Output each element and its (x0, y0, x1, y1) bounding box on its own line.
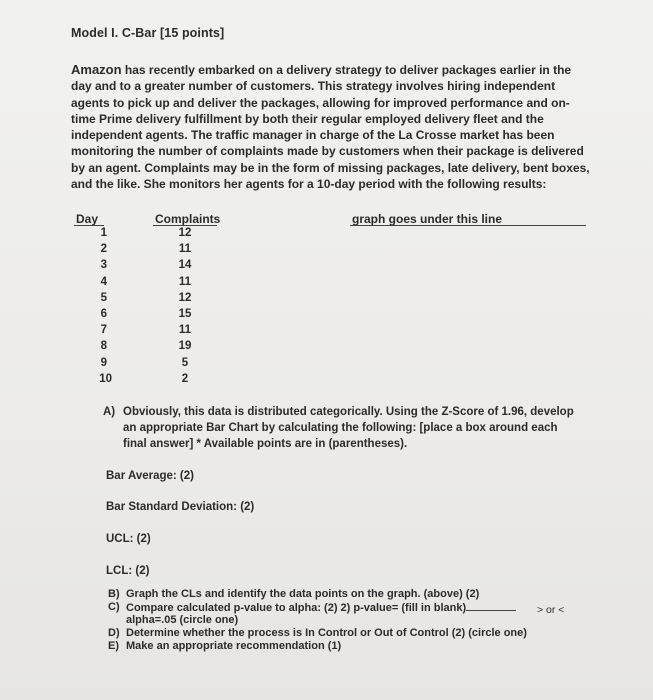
bar-average-field: Bar Average: (2) (106, 470, 194, 482)
question-d-label: D) (108, 627, 120, 640)
complaints-cell: 14 (178, 259, 192, 272)
graph-line-label: graph goes under this line (352, 212, 503, 226)
day-cell: 2 (100, 243, 107, 256)
complaints-cell: 5 (181, 356, 189, 369)
ucl-field: UCL: (2) (106, 533, 151, 545)
bar-sd-field: Bar Standard Deviation: (2) (106, 501, 255, 513)
day-cell: 4 (100, 275, 107, 288)
question-c-text-2: alpha=.05 (circle one) (126, 614, 239, 627)
intro-text: has recently embarked on a delivery strategy to deliver packages earlier in the day and to a greater number of customers. This strategy involves hiring independent agents to pick up and deliver the packages, allowing for improved performance and on-time Prime delivery fulfillment by both their regular employed delivery fleet and the independent agents. The traffic manager in charge of the La Crosse market has been monitoring the number of complaints made by customers when their package is delivered by an agent. Complaints may be in the form of missing packages, late delivery, bent boxes, and the like. She monitors her agents for a 10-day period with the following results: (71, 63, 590, 192)
question-a-text: Obviously, this data is distributed categorically. Using the Z-Score of 1.96, develop an appropriate Bar Chart by calculating the following: [place a box around each final answer] * Available points are in (parentheses). (123, 406, 574, 451)
question-c (108, 601, 578, 627)
complaints-column-header: Complaints (155, 212, 221, 226)
question-e (108, 640, 578, 653)
day-column-header: Day (76, 212, 99, 226)
complaints-cell: 11 (178, 275, 192, 288)
complaints-cell: 19 (178, 340, 192, 353)
day-cell: 10 (99, 372, 112, 385)
intro-lead-word: Amazon (71, 62, 122, 77)
question-a (103, 404, 581, 453)
complaints-cell: 2 (181, 372, 189, 385)
day-cell: 7 (100, 324, 107, 337)
day-cell: 3 (100, 259, 107, 272)
question-list (108, 588, 578, 653)
question-e-text: Make an appropriate recommendation (1) (126, 639, 342, 652)
compare-options: > or < (537, 604, 565, 616)
question-b-text: Graph the CLs and identify the data points on the graph. (above) (2) (126, 588, 480, 600)
question-b-label: B) (108, 588, 120, 600)
question-b (108, 588, 578, 601)
graph-line (350, 225, 586, 226)
question-d (108, 627, 578, 640)
question-e-label: E) (108, 639, 119, 652)
lcl-field: LCL: (2) (106, 565, 150, 577)
question-c-text: Compare calculated p-value to alpha: (2) 2) p-value= (fill in blank) (126, 601, 467, 614)
p-value-blank[interactable] (466, 601, 516, 611)
day-cell: 8 (100, 340, 107, 353)
complaints-cell: 12 (178, 291, 192, 304)
page-title: Model I. C-Bar [15 points] (71, 26, 225, 40)
complaints-cell: 11 (178, 243, 192, 256)
complaints-cell: 12 (178, 227, 192, 239)
question-c-label: C) (108, 600, 120, 613)
complaints-header-underline (153, 225, 217, 226)
complaints-cell: 11 (178, 324, 192, 337)
day-cell: 1 (100, 227, 107, 239)
intro-paragraph (71, 62, 591, 192)
question-a-label: A) (103, 406, 116, 418)
day-header-underline (74, 225, 104, 226)
day-cell: 6 (100, 307, 107, 320)
question-d-text: Determine whether the process is In Control or Out of Control (2) (circle one) (126, 627, 527, 640)
day-cell: 5 (100, 291, 107, 304)
day-cell: 9 (100, 356, 107, 369)
complaints-cell: 15 (178, 307, 192, 320)
